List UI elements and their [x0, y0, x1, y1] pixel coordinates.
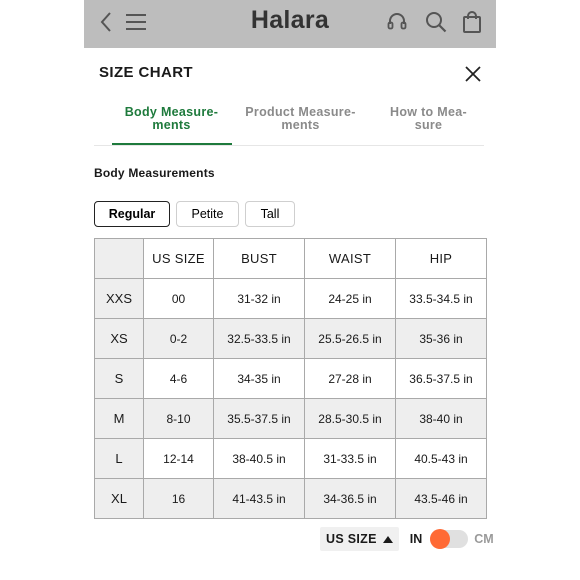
tab-body-measurements[interactable]: [109, 106, 234, 132]
us-size-dropdown[interactable]: [320, 527, 399, 551]
table-cell: 27-28 in: [305, 359, 396, 399]
close-icon[interactable]: [462, 63, 484, 85]
column-header: [95, 239, 144, 279]
size-chart-sheet: [84, 48, 496, 580]
top-navigation-bar: [84, 0, 496, 48]
table-row: [95, 359, 487, 399]
search-icon[interactable]: [424, 10, 448, 34]
table-cell: 4-6: [144, 359, 214, 399]
measurement-tabs: [94, 104, 484, 146]
table-cell: 32.5-33.5 in: [214, 319, 305, 359]
table-cell: 16: [144, 479, 214, 519]
table-cell: 34-36.5 in: [305, 479, 396, 519]
table-cell: 24-25 in: [305, 279, 396, 319]
unit-in-label: IN: [409, 532, 423, 546]
column-header: WAIST: [305, 239, 396, 279]
column-header: HIP: [396, 239, 487, 279]
table-cell: 41-43.5 in: [214, 479, 305, 519]
tab-label-line2: ments: [281, 118, 320, 132]
table-row: [95, 399, 487, 439]
fit-petite-button[interactable]: Petite: [176, 201, 239, 227]
fit-tall-button[interactable]: Tall: [245, 201, 295, 227]
size-label: XL: [95, 479, 144, 519]
size-label: XXS: [95, 279, 144, 319]
table-cell: 36.5-37.5 in: [396, 359, 487, 399]
table-cell: 34-35 in: [214, 359, 305, 399]
table-cell: 43.5-46 in: [396, 479, 487, 519]
table-cell: 35-36 in: [396, 319, 487, 359]
fit-regular-button[interactable]: Regular: [94, 201, 170, 227]
size-label: S: [95, 359, 144, 399]
table-cell: 25.5-26.5 in: [305, 319, 396, 359]
unit-controls: [320, 525, 494, 553]
table-cell: 35.5-37.5 in: [214, 399, 305, 439]
shopping-bag-icon[interactable]: [460, 10, 484, 34]
headset-icon[interactable]: [385, 10, 409, 34]
us-size-label: US SIZE: [326, 532, 377, 546]
tab-label-line2: ments: [152, 118, 191, 132]
sheet-title: SIZE CHART: [99, 64, 193, 81]
table-cell: 0-2: [144, 319, 214, 359]
size-table: [94, 238, 487, 519]
table-cell: 00: [144, 279, 214, 319]
tab-how-to-measure[interactable]: [366, 106, 491, 132]
app-frame: [84, 0, 496, 580]
unit-toggle[interactable]: [430, 530, 468, 548]
table-cell: 12-14: [144, 439, 214, 479]
table-cell: 28.5-30.5 in: [305, 399, 396, 439]
table-header-row: [95, 239, 487, 279]
tab-label-line1: How to Mea-: [390, 105, 467, 119]
toggle-knob: [430, 529, 450, 549]
table-row: [95, 279, 487, 319]
table-cell: 33.5-34.5 in: [396, 279, 487, 319]
unit-cm-label: CM: [474, 532, 494, 546]
size-label: M: [95, 399, 144, 439]
tab-product-measurements[interactable]: [238, 106, 363, 132]
table-cell: 31-33.5 in: [305, 439, 396, 479]
table-row: [95, 439, 487, 479]
fit-selector: [94, 201, 295, 227]
table-cell: 40.5-43 in: [396, 439, 487, 479]
column-header: US SIZE: [144, 239, 214, 279]
size-label: XS: [95, 319, 144, 359]
section-title: Body Measurements: [94, 166, 215, 180]
table-cell: 8-10: [144, 399, 214, 439]
tab-label-line2: sure: [414, 118, 443, 132]
tab-label-line1: Body Measure-: [124, 105, 219, 119]
table-cell: 38-40.5 in: [214, 439, 305, 479]
brand-logo[interactable]: Halara: [250, 6, 330, 34]
caret-up-icon: [383, 536, 393, 543]
active-tab-indicator: [112, 143, 232, 145]
table-cell: 38-40 in: [396, 399, 487, 439]
size-label: L: [95, 439, 144, 479]
table-row: [95, 319, 487, 359]
table-cell: 31-32 in: [214, 279, 305, 319]
tab-label-line1: Product Measure-: [245, 105, 356, 119]
column-header: BUST: [214, 239, 305, 279]
table-row: [95, 479, 487, 519]
